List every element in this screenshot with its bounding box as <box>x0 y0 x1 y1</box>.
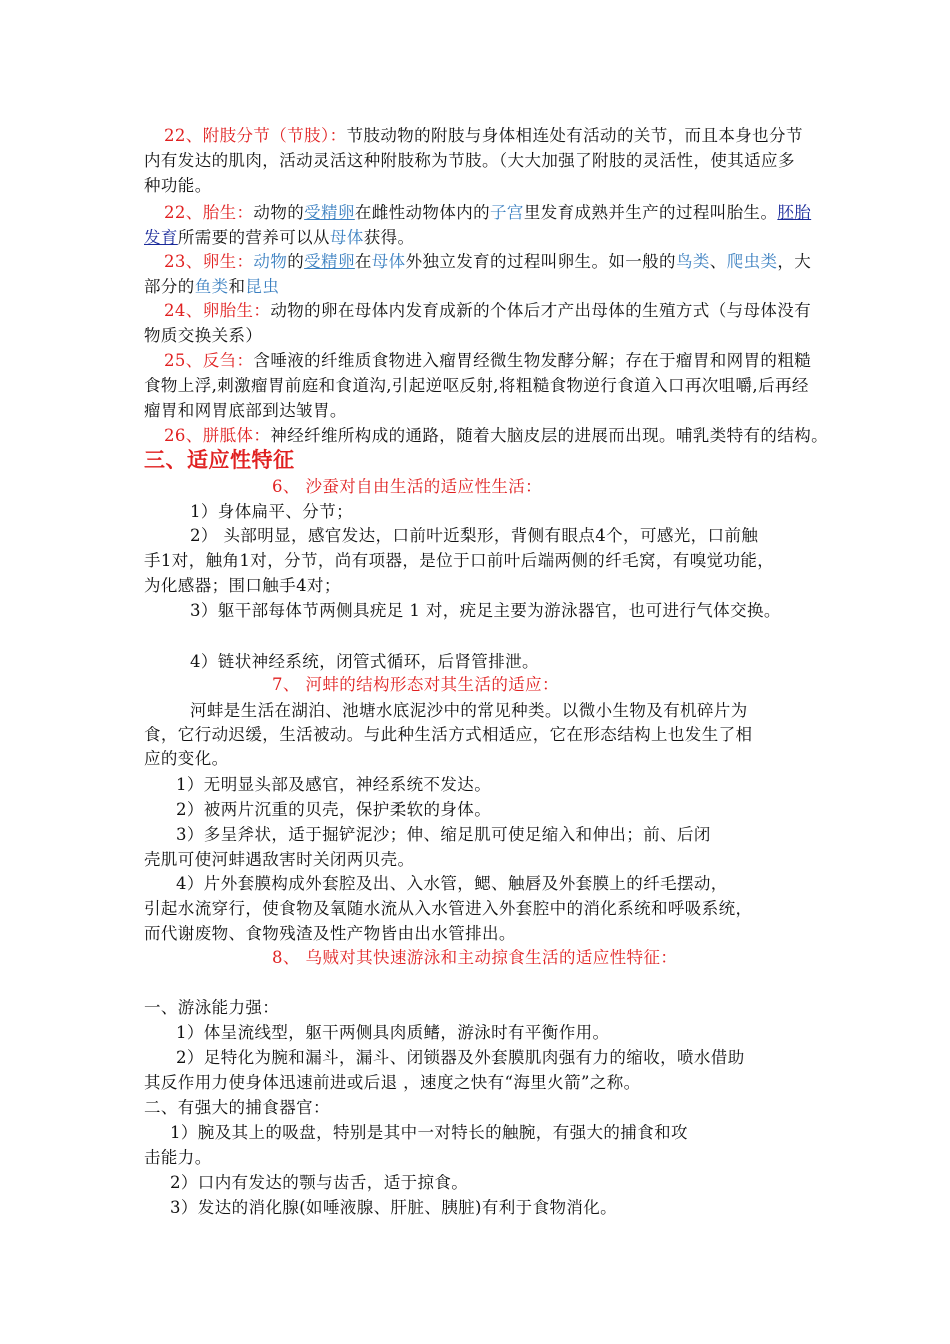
sub8-heading-2: 二、有强大的捕食器官： <box>144 1098 330 1117</box>
sub6-point-2-line1: 2） 头部明显，感官发达，口前叶近梨形，背侧有眼点4个，可感光，口前触 <box>190 526 759 545</box>
item-number: 26、 <box>164 426 203 445</box>
keyword-link[interactable]: 受精卵 <box>304 252 355 271</box>
item-24-ovoviviparity-line2: 物质交换关系） <box>144 326 263 345</box>
subsection-6-title: 6、 沙蚕对自由生活的适应性生活： <box>272 477 543 496</box>
section-3-heading: 三、适应性特征 <box>144 448 295 472</box>
sub8-point-1: 1）体呈流线型，躯干两侧具肉质鳍，游泳时有平衡作用。 <box>176 1023 610 1042</box>
term: 卵生 <box>202 252 237 271</box>
sub8-point-2-line2: 其反作用力使身体迅速前进或后退 ，速度之快有“海里火箭”之称。 <box>144 1073 641 1092</box>
sub6-point-4: 4）链状神经系统，闭管式循环，后肾管排泄。 <box>190 652 539 671</box>
sub8-organ-2: 2）口内有发达的颚与齿舌，适于掠食。 <box>170 1173 469 1192</box>
keyword-link[interactable]: 发育 <box>144 228 178 247</box>
term: 卵胎生 <box>202 301 254 320</box>
item-number: 25、 <box>164 351 203 370</box>
text: 动物的 <box>253 203 305 222</box>
sub7-intro-line3: 应的变化。 <box>144 749 229 768</box>
sub6-point-2-line3: 为化感器；围口触手4对； <box>144 576 341 595</box>
item-25-rumination-line2: 食物上浮,刺激瘤胃前庭和食道沟,引起逆呕反射,将粗糙食物逆行食道入口再次咀嚼,后再经 <box>144 376 809 395</box>
term-colon: ： <box>236 203 254 222</box>
definition-text: 节肢动物的附肢与身体相连处有活动的关节，而且本身也分节 <box>346 126 803 145</box>
term-colon: ： <box>253 301 271 320</box>
text: 部分的 <box>144 277 195 296</box>
text: 和 <box>228 277 246 296</box>
item-number: 22、 <box>164 203 203 222</box>
term-colon: ： <box>236 351 254 370</box>
definition-text: 含唾液的纤维质食物进入瘤胃经微生物发酵分解；存在于瘤胃和网胃的粗糙 <box>253 351 812 370</box>
sub7-point-4-line3: 而代谢废物、食物残渣及性产物皆由出水管排出。 <box>144 924 516 943</box>
term: 附肢分节（节肢） <box>202 126 330 145</box>
definition-text: 动物的卵在母体内发育成新的个体后才产出母体的生殖方式（与母体没有 <box>270 301 812 320</box>
text: 在雌性动物体内的 <box>354 203 491 222</box>
keyword: 昆虫 <box>245 277 280 296</box>
keyword-link[interactable]: 胚胎 <box>777 203 812 222</box>
text: 里发育成熟并生产的过程叫胎生。 <box>523 203 778 222</box>
keyword: 爬虫类 <box>726 252 778 271</box>
sub8-organ-3: 3）发达的消化腺(如唾液腺、肝脏、胰脏)有利于食物消化。 <box>170 1198 618 1217</box>
keyword: 母体 <box>329 228 364 247</box>
sub7-intro-line1: 河蚌是生活在湖泊、池塘水底泥沙中的常见种类。以微小生物及有机碎片为 <box>190 701 748 720</box>
keyword: 动物 <box>253 252 288 271</box>
item-22-joint-appendage-line3: 种功能。 <box>144 176 212 195</box>
sub6-point-2-line2: 手1对，触角1对，分节，尚有项器，是位于口前叶后端两侧的纤毛窝，有嗅觉功能， <box>144 551 775 570</box>
keyword: 鱼类 <box>194 277 229 296</box>
item-22-joint-appendage-line1 <box>164 124 803 148</box>
item-number: 22、 <box>164 126 203 145</box>
item-25-rumination-line3: 瘤胃和网胃底部到达皱胃。 <box>144 401 347 420</box>
term: 胼胝体 <box>202 426 254 445</box>
text: 、 <box>709 252 727 271</box>
sub7-intro-line2: 食，它行动迟缓，生活被动。与此种生活方式相适应，它在形态结构上也发生了相 <box>144 725 753 744</box>
text: 在 <box>354 252 372 271</box>
item-25-rumination-line1 <box>164 349 811 373</box>
item-23-oviparity-line1 <box>164 250 811 274</box>
keyword: 母体 <box>371 252 406 271</box>
sub8-organ-1-line1: 1）腕及其上的吸盘，特别是其中一对特长的触腕，有强大的捕食和攻 <box>170 1123 688 1142</box>
term: 反刍 <box>202 351 237 370</box>
item-number: 24、 <box>164 301 203 320</box>
text: ，大 <box>777 252 812 271</box>
sub7-point-2: 2）被两片沉重的贝壳，保护柔软的身体。 <box>176 800 492 819</box>
text: 外独立发育的过程叫卵生。如一般的 <box>405 252 676 271</box>
item-22-joint-appendage-line2: 内有发达的肌肉，活动灵活这种附肢称为节肢。（大大加强了附肢的灵活性，使其适应多 <box>144 151 795 170</box>
keyword: 子宫 <box>490 203 524 222</box>
subsection-8-title: 8、 乌贼对其快速游泳和主动掠食生活的适应性特征： <box>272 948 678 967</box>
sub7-point-1: 1）无明显头部及感官，神经系统不发达。 <box>176 775 492 794</box>
term-colon: ： <box>253 426 271 445</box>
sub7-point-4-line1: 4）片外套膜构成外套腔及出、入水管，鳃、触唇及外套膜上的纤毛摆动， <box>176 874 728 893</box>
sub8-point-2-line1: 2）足特化为腕和漏斗，漏斗、闭锁器及外套膜肌肉强有力的缩收，喷水借助 <box>176 1048 745 1067</box>
sub8-organ-1-line2: 击能力。 <box>144 1148 212 1167</box>
item-number: 23、 <box>164 252 203 271</box>
text: 获得。 <box>363 228 415 247</box>
sub7-point-3-line2: 壳肌可使河蚌遇敌害时关闭两贝壳。 <box>144 850 415 869</box>
definition-text: 神经纤维所构成的通路，随着大脑皮层的进展而出现。哺乳类特有的结构。 <box>270 426 829 445</box>
sub7-point-4-line2: 引起水流穿行，使食物及氧随水流从入水管进入外套腔中的消化系统和呼吸系统， <box>144 899 753 918</box>
keyword: 鸟类 <box>675 252 710 271</box>
term-colon: ： <box>236 252 254 271</box>
subsection-7-title: 7、 河蚌的结构形态对其生活的适应： <box>272 675 559 694</box>
sub8-heading-1: 一、游泳能力强： <box>144 998 280 1017</box>
sub6-point-3: 3）躯干部每体节两侧具疣足 1 对，疣足主要为游泳器官，也可进行气体交换。 <box>190 601 781 620</box>
item-23-oviparity-line2 <box>144 275 279 299</box>
text: 的 <box>287 252 305 271</box>
term-colon: ： <box>329 126 347 145</box>
item-22-viviparity-line2 <box>144 226 414 250</box>
item-22-viviparity-line1 <box>164 201 811 225</box>
term: 胎生 <box>202 203 237 222</box>
text: 所需要的营养可以从 <box>177 228 330 247</box>
sub6-point-1: 1）身体扁平、分节； <box>190 502 353 521</box>
sub7-point-3-line1: 3）多呈斧状，适于掘铲泥沙；伸、缩足肌可使足缩入和伸出；前、后闭 <box>176 825 711 844</box>
keyword-link[interactable]: 受精卵 <box>304 203 355 222</box>
item-24-ovoviviparity-line1 <box>164 299 811 323</box>
item-26-corpus-callosum-line1 <box>164 424 828 448</box>
